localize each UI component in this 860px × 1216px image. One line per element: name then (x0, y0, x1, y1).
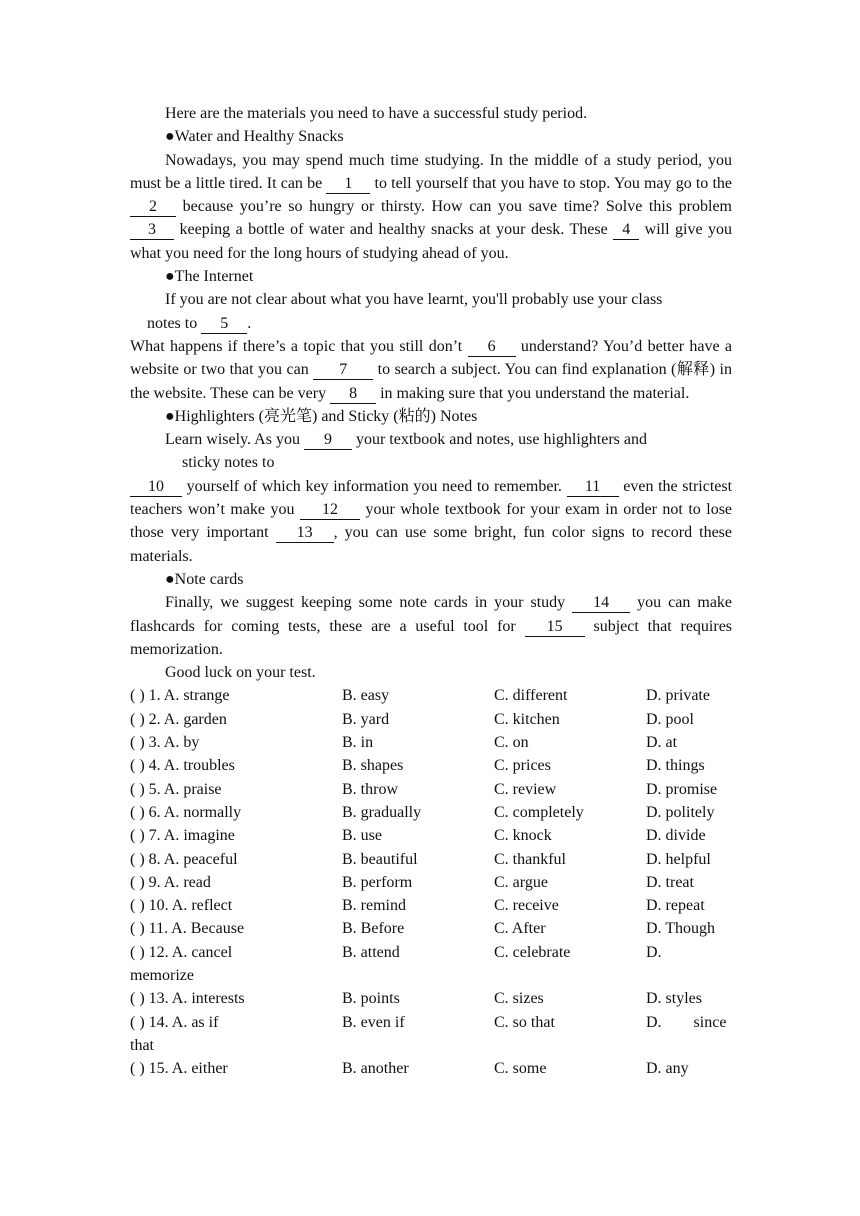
option-c: C. sizes (494, 990, 544, 1008)
option-d: D. private (646, 687, 710, 705)
option-b: B. use (342, 827, 382, 845)
question-stem: ( ) 1. A. strange (130, 687, 230, 705)
question-row (130, 894, 732, 917)
question-stem: ( ) 4. A. troubles (130, 757, 235, 775)
option-d: D. styles (646, 990, 702, 1008)
option-b: B. attend (342, 943, 400, 961)
option-c: C. prices (494, 757, 551, 775)
section-heading-water: ●Water and Healthy Snacks (165, 128, 344, 146)
paragraph-note-cards: Finally, we suggest keeping some note cards in your study 14 you can make flashcards for coming tests, these are a useful tool for 15 subject that requires memorization. (130, 594, 733, 658)
option-c: C. thankful (494, 850, 566, 868)
option-b: B. beautiful (342, 850, 418, 868)
blank-14[interactable]: 14 (572, 594, 630, 613)
option-d-continuation: that (130, 1036, 154, 1054)
question-stem: ( ) 7. A. imagine (130, 827, 235, 845)
question-row (130, 731, 732, 754)
question-row (130, 848, 732, 871)
blank-6[interactable]: 6 (468, 338, 516, 357)
option-d: D. promise (646, 780, 718, 798)
option-d: D. Though (646, 920, 716, 938)
option-c: C. argue (494, 873, 548, 891)
blank-11[interactable]: 11 (567, 478, 619, 497)
section-heading-internet: ●The Internet (165, 268, 254, 286)
blank-13[interactable]: 13 (276, 524, 334, 543)
paragraph-internet-2: notes to 5 . (147, 314, 252, 332)
paragraph-highlighters-1: Learn wisely. As you 9 your textbook and notes, use highlighters and (165, 431, 647, 449)
question-row (130, 754, 732, 777)
option-c: C. some (494, 1060, 547, 1078)
question-stem: ( ) 12. A. cancel (130, 943, 233, 961)
option-c: C. kitchen (494, 710, 560, 728)
option-c: C. review (494, 780, 557, 798)
question-row (130, 941, 732, 964)
option-d: D. (646, 943, 662, 961)
question-row (130, 917, 732, 940)
option-d: D. any (646, 1060, 689, 1078)
question-row (130, 801, 732, 824)
question-row (130, 708, 732, 731)
intro-text: Here are the materials you need to have a successful study period. (165, 105, 588, 122)
option-c: C. celebrate (494, 943, 571, 961)
question-stem: ( ) 3. A. by (130, 734, 200, 752)
question-stem: ( ) 10. A. reflect (130, 897, 233, 915)
paragraph-highlighters-2: sticky notes to (182, 454, 275, 472)
option-d: D. at (646, 734, 678, 752)
blank-1[interactable]: 1 (326, 175, 370, 194)
question-stem: ( ) 8. A. peaceful (130, 850, 238, 868)
question-list (130, 684, 732, 1080)
option-b: B. perform (342, 873, 413, 891)
question-row (130, 684, 732, 707)
option-d: D. pool (646, 710, 694, 728)
question-row (130, 871, 732, 894)
option-b: B. remind (342, 897, 406, 915)
option-b: B. Before (342, 920, 405, 938)
question-stem: ( ) 2. A. garden (130, 710, 227, 728)
option-c: C. different (494, 687, 568, 705)
blank-5[interactable]: 5 (201, 315, 247, 334)
blank-4[interactable]: 4 (613, 221, 639, 240)
question-row (130, 824, 732, 847)
option-b: B. points (342, 990, 400, 1008)
question-stem: ( ) 6. A. normally (130, 803, 242, 821)
option-b: B. shapes (342, 757, 404, 775)
option-d-continuation: memorize (130, 966, 194, 984)
option-b: B. yard (342, 710, 390, 728)
option-c: C. After (494, 920, 546, 938)
question-stem: ( ) 15. A. either (130, 1060, 228, 1078)
question-stem: ( ) 14. A. as if (130, 1013, 219, 1031)
option-d: D. treat (646, 873, 694, 891)
option-b: B. another (342, 1060, 409, 1078)
blank-3[interactable]: 3 (130, 221, 174, 240)
section-heading-highlighters: ●Highlighters (亮光笔) and Sticky (粘的) Notes (165, 407, 478, 425)
blank-10[interactable]: 10 (130, 478, 182, 497)
option-b: B. throw (342, 780, 398, 798)
blank-8[interactable]: 8 (330, 385, 376, 404)
option-b: B. in (342, 734, 374, 752)
option-d: D. repeat (646, 897, 705, 915)
paragraph-internet-1: If you are not clear about what you have learnt, you'll probably use your class (165, 291, 663, 309)
question-stem: ( ) 5. A. praise (130, 780, 222, 798)
option-c: C. so that (494, 1013, 555, 1031)
blank-12[interactable]: 12 (300, 501, 360, 520)
option-d: D. helpful (646, 850, 711, 868)
option-b: B. easy (342, 687, 390, 705)
option-d: D. divide (646, 827, 706, 845)
paragraph-internet-3: What happens if there’s a topic that you still don’t 6 understand? You’d better have a website or two that you can 7 to search a subject. You can find explanation (解释) in the website. These can be very 8 in making sure that you understand the material. (130, 337, 733, 402)
option-b: B. gradually (342, 803, 422, 821)
question-stem: ( ) 13. A. interests (130, 990, 245, 1008)
paragraph-water: Nowadays, you may spend much time studying. In the middle of a study period, you must be a little tired. It can be 1 to tell yourself that you have to stop. You may go to the 2 because you’re so hungry or thirsty. How can you save time? Solve this problem 3 keeping a bottle of water and healthy snacks at your desk. These 4 will give you what you need for the long hours of studying ahead of you. (130, 151, 733, 262)
question-row (130, 987, 732, 1010)
option-c: C. receive (494, 897, 559, 915)
question-stem: ( ) 9. A. read (130, 873, 211, 891)
question-row (130, 1011, 732, 1034)
option-d: D. things (646, 757, 705, 775)
option-d: D. politely (646, 803, 715, 821)
question-stem: ( ) 11. A. Because (130, 920, 245, 938)
section-heading-note-cards: ●Note cards (165, 570, 244, 588)
question-row (130, 778, 732, 801)
blank-9[interactable]: 9 (304, 431, 352, 450)
exercise-page (130, 102, 732, 1080)
blank-7[interactable]: 7 (313, 361, 373, 380)
option-c: C. knock (494, 827, 552, 845)
option-b: B. even if (342, 1013, 405, 1031)
option-c: C. on (494, 734, 529, 752)
question-row (130, 1057, 732, 1080)
option-d: D. since (646, 1013, 727, 1031)
option-c: C. completely (494, 803, 584, 821)
paragraph-highlighters-3: 10 yourself of which key information you need to remember. 11 even the strictest teachers won’t make you 12 your whole textbook for your exam in order not to lose those very important 13 , you can use some bright, fun color signs to record these materials. (130, 477, 733, 565)
blank-15[interactable]: 15 (525, 618, 585, 637)
blank-2[interactable]: 2 (130, 198, 176, 217)
closing-text: Good luck on your test. (165, 664, 316, 682)
